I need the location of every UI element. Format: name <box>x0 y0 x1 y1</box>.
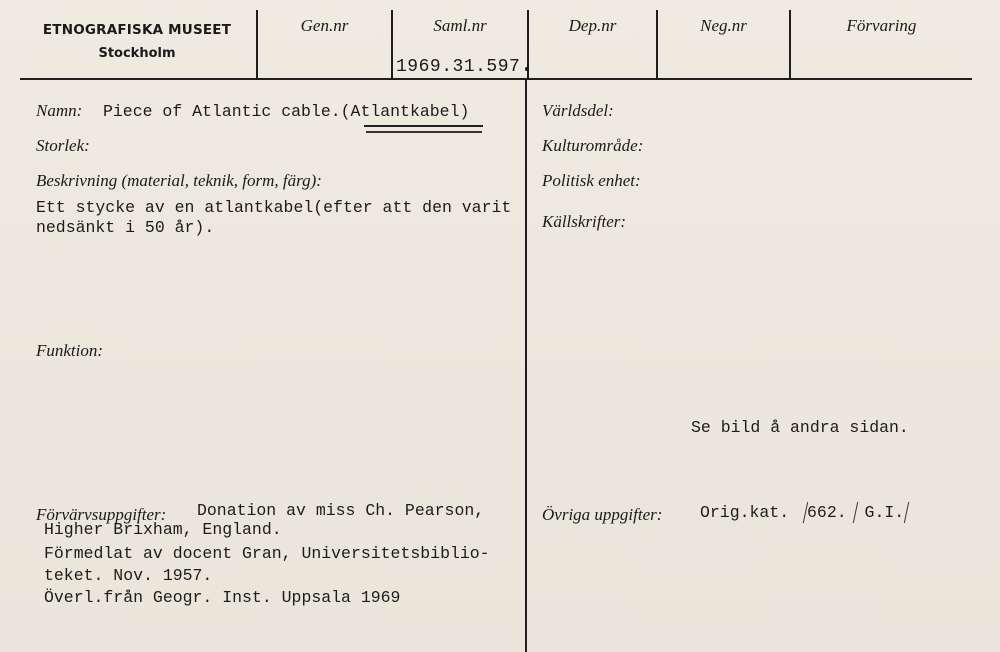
header-neg-nr: Neg.nr <box>700 16 747 35</box>
namn-double-underline <box>366 131 482 133</box>
beskrivning-line-1: Ett stycke av en atlantkabel(efter att den varit <box>36 198 512 217</box>
ovriga-label: Övriga uppgifter: <box>542 505 663 524</box>
ovriga-prefix: Orig.kat. <box>700 503 790 522</box>
header-forvaring: Förvaring <box>846 16 917 35</box>
beskrivning-line-2: nedsänkt i 50 år). <box>36 218 215 237</box>
namn-value <box>103 102 469 121</box>
forvarv-line-4: teket. Nov. 1957. <box>44 566 213 585</box>
namn-swedish: Atlantkabel <box>350 102 460 121</box>
body-center-divider <box>525 80 527 652</box>
namn-underline <box>364 125 483 127</box>
forvarv-line-2: Higher Brixham, England. <box>44 520 282 539</box>
namn-close-paren: ) <box>459 102 470 121</box>
politisk-enhet-label: Politisk enhet: <box>542 171 641 190</box>
ovriga-number: 662. <box>807 503 847 522</box>
varldsdel-label: Världsdel: <box>542 101 614 120</box>
funktion-label: Funktion: <box>36 341 104 360</box>
storlek-label: Storlek: <box>36 136 90 155</box>
header-dep-nr: Dep.nr <box>568 16 617 35</box>
forvarv-line-5: Överl.från Geogr. Inst. Uppsala 1969 <box>44 588 401 607</box>
header-bottom-rule <box>20 78 972 80</box>
header-gen-nr: Gen.nr <box>300 16 349 35</box>
forvarv-line-1: Donation av miss Ch. Pearson, <box>197 501 485 520</box>
museum-name: ETNOGRAFISKA MUSEET <box>42 22 232 38</box>
ovriga-code: G.I. <box>864 503 905 522</box>
se-bild-note: Se bild å andra sidan. <box>691 418 909 437</box>
museum-city: Stockholm <box>98 46 176 61</box>
kallskrifter-label: Källskrifter: <box>542 212 627 231</box>
ovriga-bracket-3 <box>904 502 909 523</box>
header-saml-nr: Saml.nr <box>433 16 487 35</box>
saml-nr-value: 1969.31.597 <box>396 57 521 77</box>
namn-label: Namn: <box>36 101 83 120</box>
namn-english: Piece of Atlantic cable.( <box>103 102 351 121</box>
beskrivning-label: Beskrivning (material, teknik, form, färg): <box>36 171 322 190</box>
forvarv-label: Förvärvsuppgifter: <box>36 505 167 524</box>
forvarv-line-3: Förmedlat av docent Gran, Universitetsbiblio- <box>44 544 490 563</box>
ovriga-value <box>700 503 904 522</box>
saml-nr-dot <box>525 67 529 71</box>
kulturomrade-label: Kulturområde: <box>542 136 644 155</box>
